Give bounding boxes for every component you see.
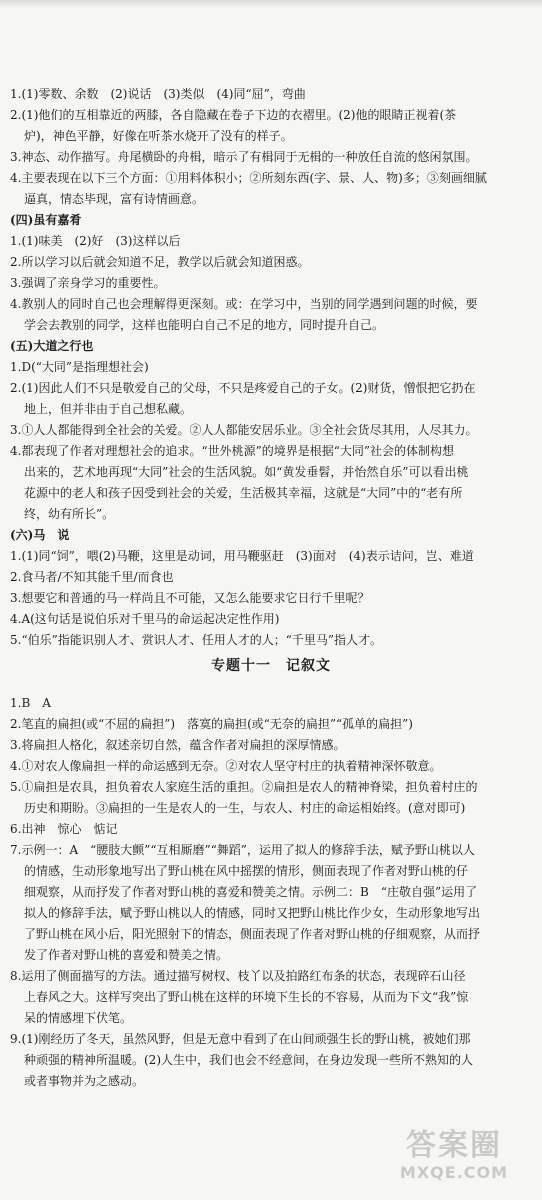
- answer-line: 1.B A: [10, 696, 51, 710]
- answer-line: 1.(1)零数、余数 (2)说话 (3)类似 (4)同“屈”，弯曲: [10, 87, 306, 101]
- answer-line: 种顽强的精神所温暖。(2)人生中，我们也会不经意间，在身边发现一些所不熟知的人: [24, 1053, 474, 1067]
- answer-page: [10, 84, 532, 1092]
- answer-line: 4.教别人的同时自己也会理解得更深刻。或：在学习中，当别的同学遇到问题的时候，要: [10, 297, 478, 311]
- section-heading: (六)马 说: [10, 528, 70, 542]
- answer-line: 的情感，生动形象地写出了野山桃在风中摇摆的情形，侧面表现了作者对野山桃的仔: [24, 864, 469, 878]
- answer-line: 发了作者对野山桃的喜爱和赞美之情。: [24, 948, 229, 962]
- answer-line: 花源中的老人和孩子因受到社会的关爱，生活极其幸福，这就是“大同”中的“老有所: [24, 486, 463, 500]
- answer-line: 4.主要表现在以下三个方面：①用料体积小；②所刻东西(字、景、人、物)多；③刻画细腻: [10, 171, 487, 185]
- watermark-url: MXQE.COM: [399, 1163, 509, 1182]
- answer-line: 5.“伯乐”指能识别人才、赏识人才、任用人才的人；“千里马”指人才。: [10, 633, 382, 647]
- page-top-edge: [0, 0, 542, 8]
- answer-line: 4.①对农人像扁担一样的命运感到无奈。②对农人坚守村庄的执着精神深怀敬意。: [10, 759, 442, 773]
- section-heading: (四)虽有嘉肴: [10, 213, 82, 227]
- answer-line: 2.(1)他们的互相靠近的两膝，各自隐藏在卷子下边的衣褶里。(2)他的眼睛正视着(茶: [10, 108, 457, 122]
- answer-line: 1.(1)同“饲”，喂(2)马鞭，这里是动词，用马鞭驱赶 (3)面对 (4)表示诘问，岂、难道: [10, 549, 474, 563]
- answer-line: 了野山桃在风小后，阳光照射下的情态，侧面表现了作者对野山桃的仔细观察，从而抒: [24, 927, 481, 941]
- answer-line: 2.笔直的扁担(或“不屈的扁担”) 落寞的扁担(或“无奈的扁担”“孤单的扁担”): [10, 717, 413, 731]
- answer-line: 7.示例一：A “腰肢大颤”“互相厮磨”“舞蹈”，运用了拟人的修辞手法，赋予野山桃以人: [10, 843, 475, 857]
- watermark-text: 答案圈: [406, 1128, 502, 1163]
- answer-line: 8.运用了侧面描写的方法。通过描写树杈、枝丫以及拍路红布条的状态，表现碎石山径: [10, 969, 466, 983]
- answer-line: 拟人的修辞手法，赋予野山桃以人的情感，同时又把野山桃比作少女，生动形象地写出: [24, 906, 481, 920]
- answer-line: 1.(1)味美 (2)好 (3)这样以后: [10, 234, 181, 248]
- watermark-logo: [374, 1128, 534, 1188]
- answer-line: 2.食马者/不知其能千里/而食也: [10, 570, 174, 584]
- answer-line: 4.A(这句话是说伯乐对千里马的命运起决定性作用): [10, 612, 280, 626]
- answer-line: 上春风之大。这样写突出了野山桃在这样的环境下生长的不容易，从而为下文“我”惊: [24, 990, 469, 1004]
- chapter-title: 专题十一 记叙文: [211, 658, 331, 674]
- answer-line: 3.神态、动作描写。舟尾横卧的舟楫，暗示了有楫同于无楫的一种放任自流的悠闲氛围。: [10, 150, 478, 164]
- answer-line: 细观察，从而抒发了作者对野山桃的喜爱和赞美之情。示例二：B “庄敬自强”运用了: [24, 885, 478, 899]
- answer-line: 5.①扁担是农具，担负着农人家庭生活的重担。②扁担是农人的精神脊梁，担负着村庄的: [10, 780, 478, 794]
- answer-line: 历史和期盼。③扁担的一生是农人的一生，与农人、村庄的命运相始终。(意对即可): [24, 801, 466, 815]
- section-heading: (五)大道之行也: [10, 339, 94, 353]
- answer-line: 2.(1)因此人们不只是敬爱自己的父母，不只是疼爱自己的子女。(2)财货，憎恨把它扔在: [10, 381, 476, 395]
- answer-line: 9.(1)刚经历了冬天，虽然风野，但是无意中看到了在山间顽强生长的野山桃，被她们那: [10, 1032, 471, 1046]
- answer-line: 终，幼有所长”。: [24, 507, 115, 521]
- answer-line: 3.想要它和普通的马一样尚且不可能，又怎么能要求它日行千里呢？: [10, 591, 370, 605]
- answer-line: 6.出神 惊心 惦记: [10, 822, 118, 836]
- answer-line: 2.所以学习以后就会知道不足，教学以后就会知道困惑。: [10, 255, 310, 269]
- answer-line: 3.①人人都能得到全社会的关爱。②人人都能安居乐业。③全社会货尽其用，人尽其力。: [10, 423, 478, 437]
- answer-line: 4.都表现了作者对理想社会的追求。“世外桃源”的境界是根据“大同”社会的体制构想: [10, 444, 454, 458]
- answer-line: 逼真，情态毕现，富有诗情画意。: [24, 192, 205, 206]
- answer-line: 3.强调了亲身学习的重要性。: [10, 276, 166, 290]
- answer-line: 学会去教别的同学，这样也能明白自己不足的地方，同时提升自己。: [24, 318, 385, 332]
- answer-line: 呆的情感埋下伏笔。: [24, 1011, 133, 1025]
- answer-line: 或者事物并为之感动。: [24, 1074, 145, 1088]
- answer-line: 炉)，神色平静，好像在听茶水烧开了没有的样子。: [24, 129, 293, 143]
- answer-line: 1.D(“大同”是指理想社会): [10, 360, 149, 374]
- answer-line: 出来的，艺术地再现“大同”社会的生活风貌。如“黄发垂髫，并怡然自乐”可以看出桃: [24, 465, 469, 479]
- answer-line: 3.将扁担人格化，叙述亲切自然，蕴含作者对扁担的深厚情感。: [10, 738, 346, 752]
- answer-line: 地上，但并非由于自己想私藏。: [24, 402, 193, 416]
